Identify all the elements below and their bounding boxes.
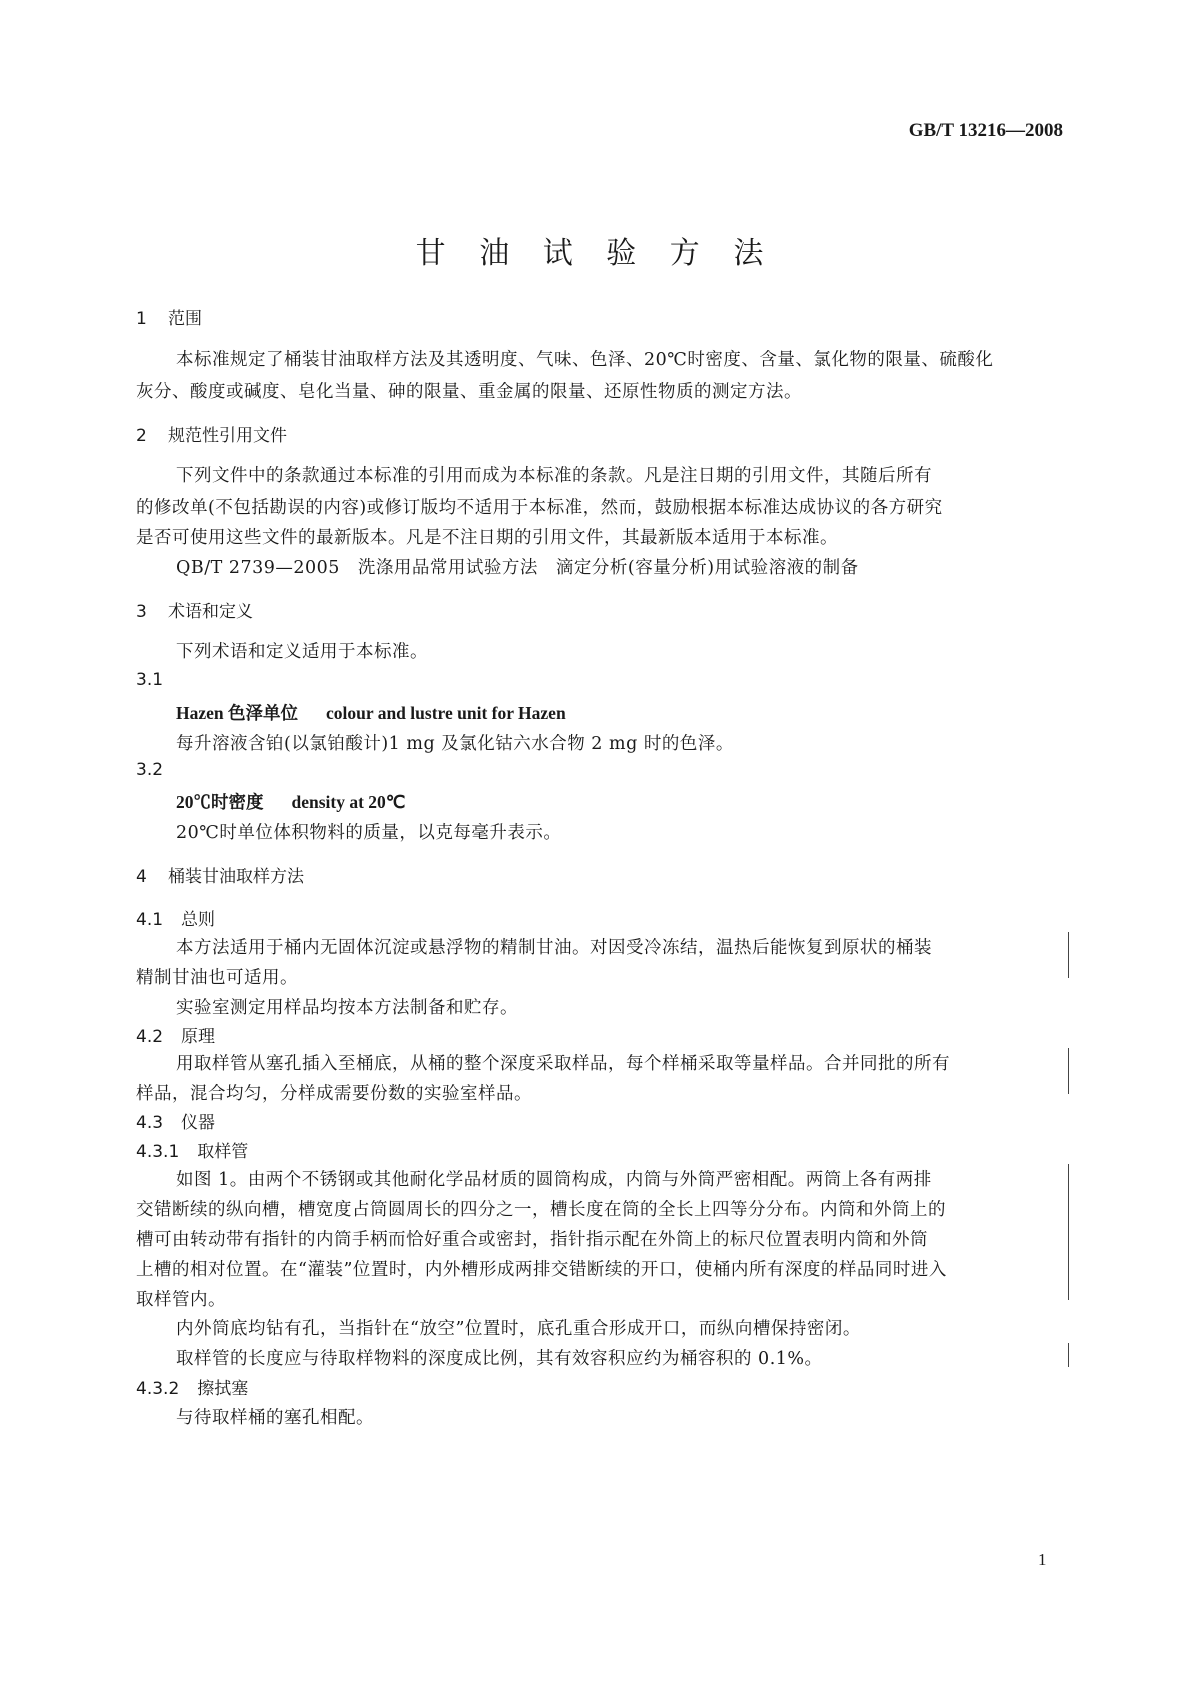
subsection-number: 4.2 <box>136 1027 164 1047</box>
section-2-heading <box>136 421 287 446</box>
term-chinese: Hazen 色泽单位 <box>176 703 299 723</box>
page-title: 甘 油 试 验 方 法 <box>415 236 776 271</box>
subsection-number: 4.3.2 <box>136 1379 180 1399</box>
section-title: 范围 <box>168 309 202 329</box>
standard-number: GB/T 13216—2008 <box>908 120 1063 141</box>
term-definition: 20℃时单位体积物料的质量，以克每毫升表示。 <box>176 823 562 843</box>
change-bar <box>1068 1048 1069 1094</box>
subsection-heading <box>136 1137 248 1162</box>
paragraph-line: 是否可使用这些文件的最新版本。凡是不注日期的引用文件，其最新版本适用于本标准。 <box>136 528 838 548</box>
subsection-heading <box>136 905 215 930</box>
paragraph-line: 实验室测定用样品均按本方法制备和贮存。 <box>176 998 518 1018</box>
subsection-title: 擦拭塞 <box>197 1379 249 1399</box>
subsection-title: 原理 <box>181 1027 216 1047</box>
paragraph-line: 下列文件中的条款通过本标准的引用而成为本标准的条款。凡是注日期的引用文件，其随后所有 <box>176 466 932 486</box>
section-number: 4 <box>136 867 147 887</box>
subsection-number: 4.3.1 <box>136 1142 180 1162</box>
paragraph-line: 取样管的长度应与待取样物料的深度成比例，其有效容积应约为桶容积的 0.1%。 <box>176 1349 823 1369</box>
subsection-number: 4.1 <box>136 910 164 930</box>
term-number: 3.2 <box>136 760 164 780</box>
paragraph-line: 取样管内。 <box>136 1290 226 1310</box>
section-number: 3 <box>136 602 147 622</box>
paragraph-line: 下列术语和定义适用于本标准。 <box>176 642 428 662</box>
subsection-title: 取样管 <box>197 1142 249 1162</box>
term-english: density at 20℃ <box>291 792 406 812</box>
paragraph-line: 灰分、酸度或碱度、皂化当量、砷的限量、重金属的限量、还原性物质的测定方法。 <box>136 382 802 402</box>
paragraph-line: 本方法适用于桶内无固体沉淀或悬浮物的精制甘油。对因受冷冻结，温热后能恢复到原状的桶装 <box>176 938 932 958</box>
term-english: colour and lustre unit for Hazen <box>326 703 566 723</box>
subsection-number: 4.3 <box>136 1113 164 1133</box>
paragraph-line: 精制甘油也可适用。 <box>136 968 298 988</box>
paragraph-line: 交错断续的纵向槽，槽宽度占筒圆周长的四分之一，槽长度在筒的全长上四等分分布。内筒和外筒上的 <box>136 1200 946 1220</box>
paragraph-line: 与待取样桶的塞孔相配。 <box>176 1408 374 1428</box>
paragraph-line: 用取样管从塞孔插入至桶底，从桶的整个深度采取样品，每个样桶采取等量样品。合并同批的所有 <box>176 1054 950 1074</box>
section-number: 1 <box>136 309 147 329</box>
page-number: 1 <box>1038 1550 1047 1569</box>
paragraph-line: 的修改单(不包括勘误的内容)或修订版均不适用于本标准，然而，鼓励根据本标准达成协议的各方研究 <box>136 498 943 518</box>
section-title: 术语和定义 <box>168 602 253 622</box>
term-heading <box>176 700 566 725</box>
paragraph-line: 上槽的相对位置。在“灌装”位置时，内外槽形成两排交错断续的开口，使桶内所有深度的样品同时进入 <box>136 1260 947 1280</box>
section-title: 桶装甘油取样方法 <box>168 867 304 887</box>
paragraph-line: 内外筒底均钻有孔，当指针在“放空”位置时，底孔重合形成开口，而纵向槽保持密闭。 <box>176 1319 861 1339</box>
section-number: 2 <box>136 426 147 446</box>
section-4-heading <box>136 862 304 887</box>
subsection-heading <box>136 1108 215 1133</box>
change-bar <box>1068 1343 1069 1367</box>
section-1-heading <box>136 304 202 329</box>
subsection-title: 总则 <box>181 910 216 930</box>
subsection-heading <box>136 1374 248 1399</box>
normative-reference: QB/T 2739—2005 洗涤用品常用试验方法 滴定分析(容量分析)用试验溶液的制备 <box>176 558 859 578</box>
change-bar <box>1068 932 1069 978</box>
paragraph-line: 样品，混合均匀，分样成需要份数的实验室样品。 <box>136 1084 532 1104</box>
term-heading <box>176 789 405 814</box>
term-number: 3.1 <box>136 670 164 690</box>
section-3-heading <box>136 597 253 622</box>
section-title: 规范性引用文件 <box>168 426 287 446</box>
paragraph-line: 如图 1。由两个不锈钢或其他耐化学品材质的圆筒构成，内筒与外筒严密相配。两筒上各有两排 <box>176 1170 932 1190</box>
paragraph-line: 槽可由转动带有指针的内筒手柄而恰好重合或密封，指针指示配在外筒上的标尺位置表明内筒和外筒 <box>136 1230 928 1250</box>
term-definition: 每升溶液含铂(以氯铂酸计)1 mg 及氯化钴六水合物 2 mg 时的色泽。 <box>176 734 734 754</box>
paragraph-line: 本标准规定了桶装甘油取样方法及其透明度、气味、色泽、20℃时密度、含量、氯化物的限量、硫酸化 <box>176 350 994 370</box>
change-bar <box>1068 1164 1069 1300</box>
subsection-title: 仪器 <box>181 1113 216 1133</box>
term-chinese: 20℃时密度 <box>176 792 264 812</box>
subsection-heading <box>136 1022 215 1047</box>
